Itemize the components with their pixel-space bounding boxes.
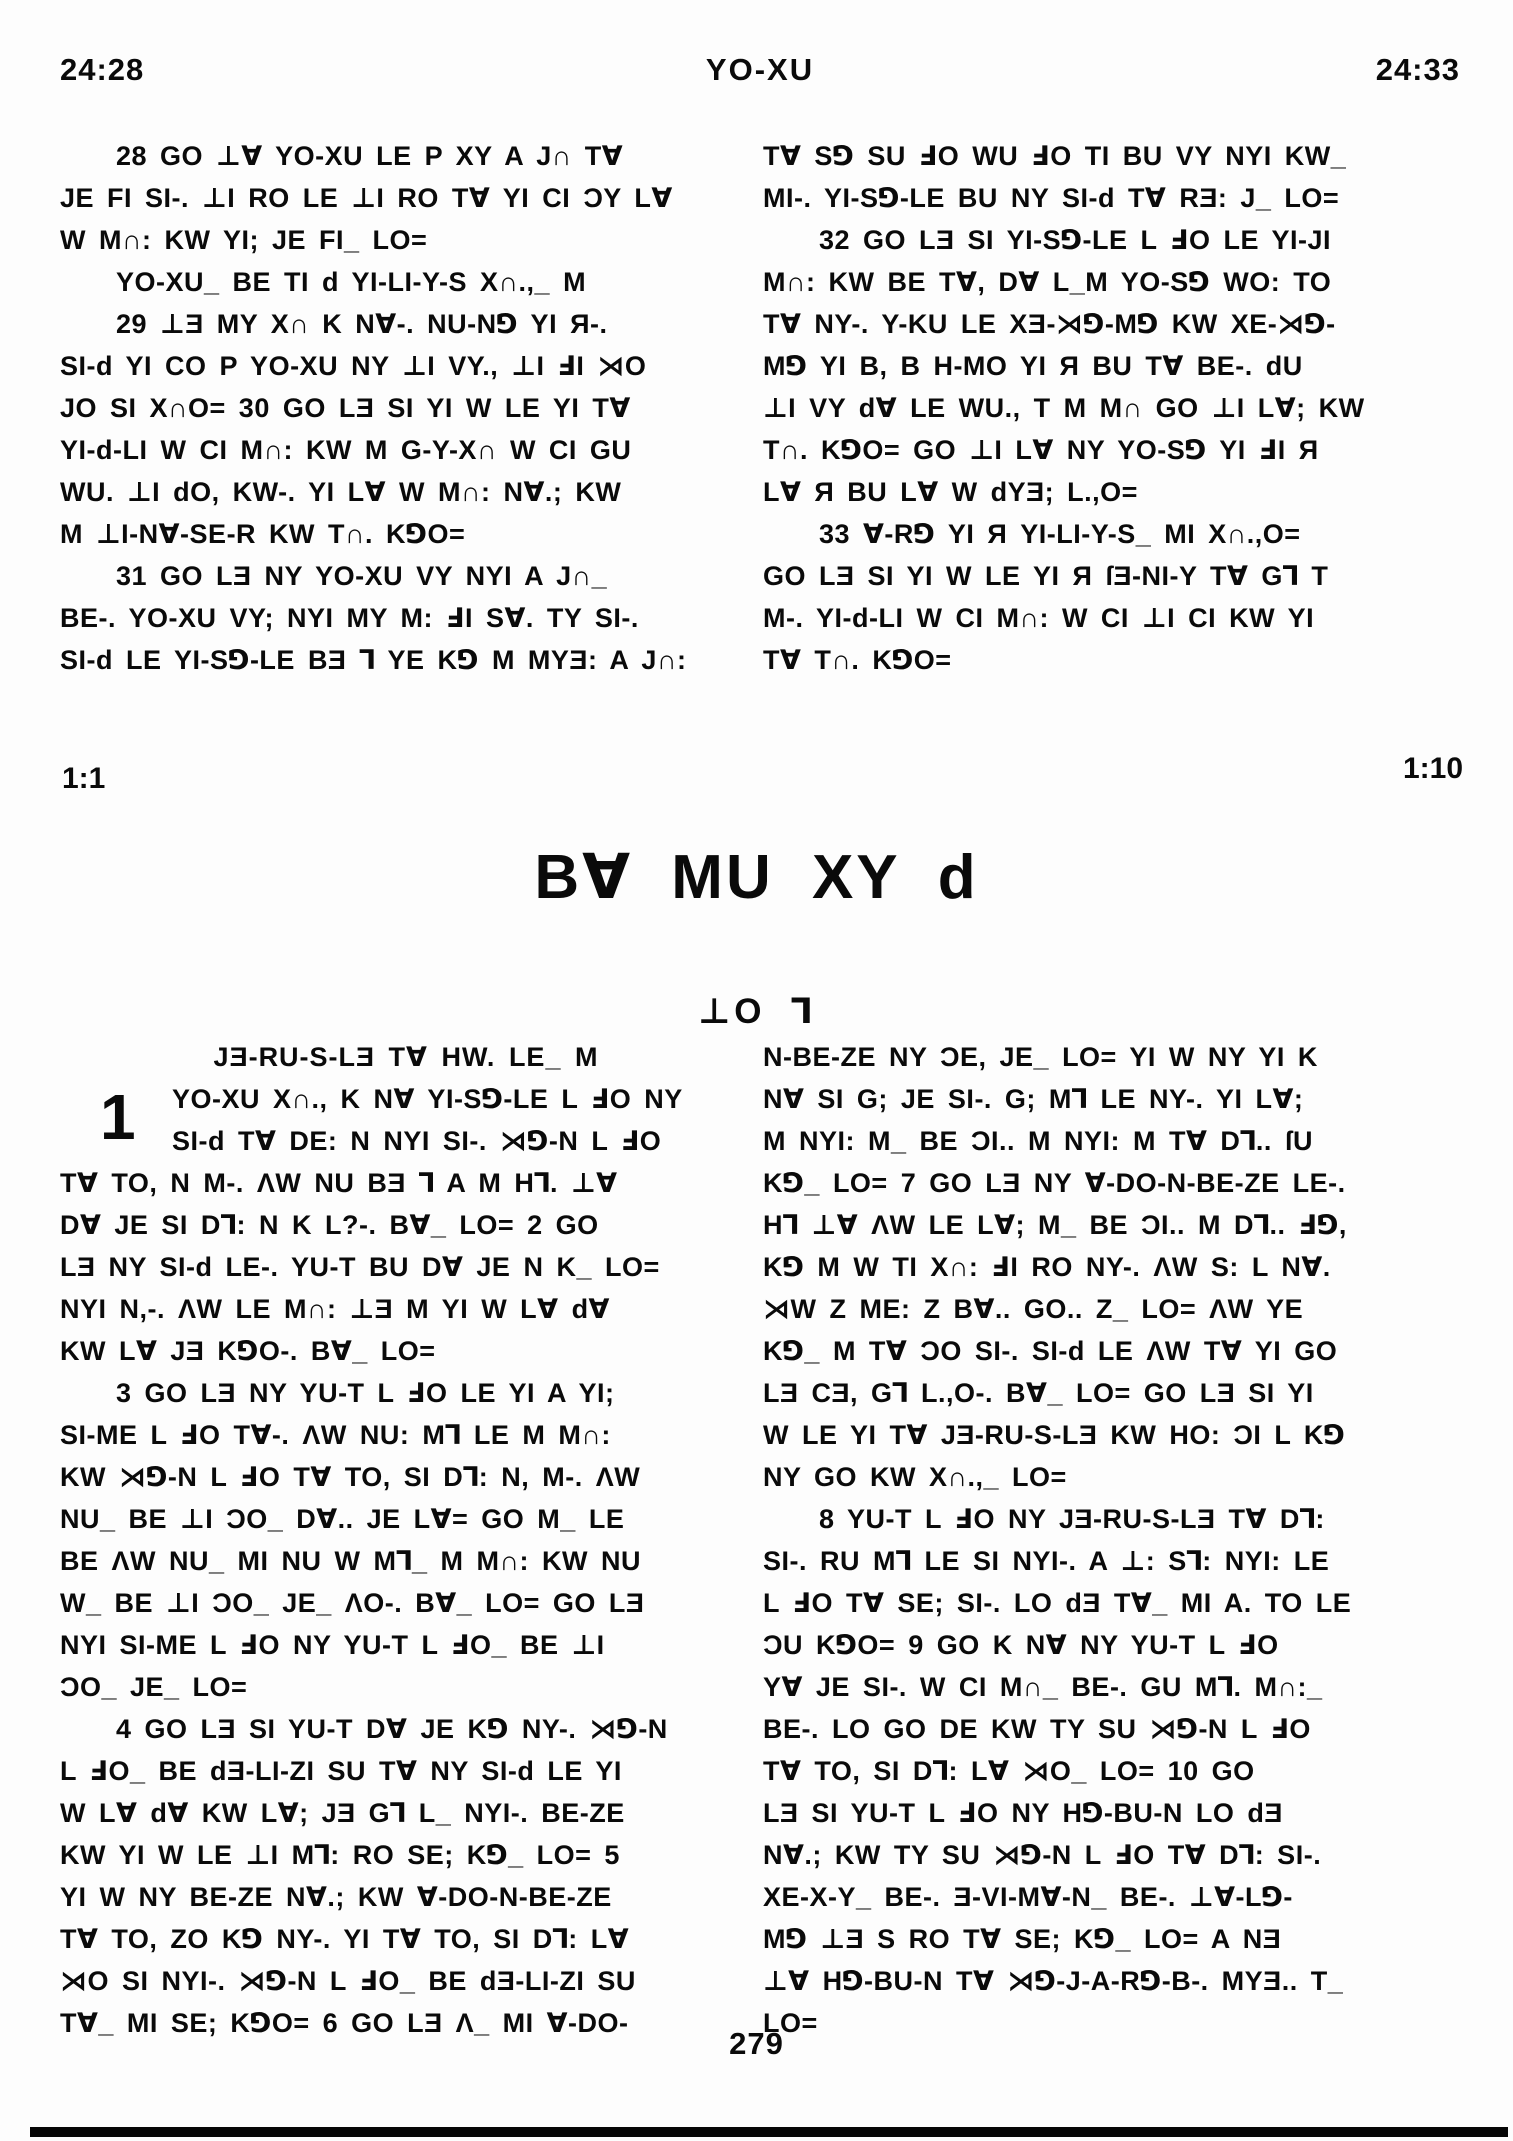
text-line: 33 ∀-R⅁ YI Я YI-LI-Y-S_ MI X∩.,O= (819, 519, 1301, 549)
text-line: 29 ⊥Ǝ MY X∩ K N∀-. NU-N⅁ YI Я-. (116, 309, 608, 339)
text-line: JE FI SI-. ⊥I RO LE ⊥I RO T∀ YI CI ƆY L∀ (60, 183, 673, 213)
text-line: BE-. YO-XU VY; NYI MY M: ℲI S∀. TY SI-. (60, 603, 639, 633)
text-line: N-BE-ZE NY ƆE, JE_ LO= YI W NY YI K (763, 1042, 1318, 1072)
section2-right-column (763, 1036, 1483, 2044)
text-line: LƎ CƎ, G⅂ L.,O-. B∀_ LO= GO LƎ SI YI (763, 1378, 1314, 1408)
text-line: W_ BE ⊥I ƆO_ JE_ ΛO-. B∀_ LO= GO LƎ (60, 1588, 645, 1618)
text-line: XE-X-Y_ BE-. Ǝ-VI-M∀-N_ BE-. ⊥∀-L⅁- (763, 1882, 1293, 1912)
text-line: H⅂ ⊥∀ ΛW LE L∀; M_ BE ƆI.. M D⅂.. Ⅎ⅁, (763, 1210, 1347, 1240)
text-line: T∀_ MI SE; K⅁O= 6 GO LƎ Λ_ MI ∀-DO- (60, 2008, 629, 2038)
chapter-end-ref: 1:10 (1402, 752, 1463, 785)
text-line: K⅁_ M T∀ ƆO SI-. SI-d LE ΛW T∀ YI GO (763, 1336, 1338, 1366)
text-line: YI W NY BE-ZE N∀.; KW ∀-DO-N-BE-ZE (60, 1882, 612, 1912)
text-line: GO LƎ SI YI W LE YI Я ſƎ-NI-Y T∀ G⅂ T (763, 561, 1329, 591)
section2-left-column (60, 1036, 752, 2044)
text-line: L ℲO T∀ SE; SI-. LO dƎ T∀_ MI A. TO LE (763, 1588, 1352, 1618)
page-number: 279 (729, 2026, 784, 2061)
text-line: D∀ JE SI D⅂: N K L?-. B∀_ LO= 2 GO (60, 1210, 599, 1240)
text-line: M ⊥I-N∀-SE-R KW T∩. K⅁O= (60, 519, 466, 549)
text-line: ƆO_ JE_ LO= (60, 1672, 248, 1702)
text-line: L∀ Я BU L∀ W dYƎ; L.,O= (763, 477, 1138, 507)
text-line: KW YI W LE ⊥I M⅂: RO SE; K⅁_ LO= 5 (60, 1840, 620, 1870)
section2-left-lines (60, 1078, 752, 2044)
text-line: 31 GO LƎ NY YO-XU VY NYI A J∩_ (116, 561, 608, 591)
text-line: ⊥∀ H⅁-BU-N T∀ ⋊⅁-J-A-R⅁-B-. MYƎ.. T_ (763, 1966, 1344, 1996)
text-line: SI-d LE YI-S⅁-LE BƎ ⅂ YE K⅁ M MYƎ: A J∩: (60, 645, 687, 675)
text-line: L ℲO_ BE dƎ-LI-ZI SU T∀ NY SI-d LE YI (60, 1756, 622, 1786)
text-line: T∀ T∩. K⅁O= (763, 645, 952, 675)
text-line: SI-. RU M⅂ LE SI NYI-. A ⊥: S⅂: NYI: LE (763, 1546, 1330, 1576)
text-line: NU_ BE ⊥I ƆO_ D∀.. JE L∀= GO M_ LE (60, 1504, 625, 1534)
text-line: NY GO KW X∩.,_ LO= (763, 1462, 1067, 1492)
text-line: NYI SI-ME L ℲO NY YU-T L ℲO_ BE ⊥I (60, 1630, 605, 1660)
text-line: WU. ⊥I dO, KW-. YI L∀ W M∩: N∀.; KW (60, 477, 622, 507)
text-line: T∀ TO, N M-. ΛW NU BƎ ⅂ A M H⅂. ⊥∀ (60, 1168, 618, 1198)
page-header (60, 52, 1460, 92)
text-line: T∀ NY-. Y-KU LE XƎ-⋊⅁-M⅁ KW XE-⋊⅁- (763, 309, 1336, 339)
header-running-title: YO-XU (705, 52, 815, 87)
text-line: LƎ NY SI-d LE-. YU-T BU D∀ JE N K_ LO= (60, 1252, 660, 1282)
text-line: JO SI X∩O= 30 GO LƎ SI YI W LE YI T∀ (60, 393, 631, 423)
text-line: BE ΛW NU_ MI NU W M⅂_ M M∩: KW NU (60, 1546, 642, 1576)
text-line: NYI N,-. ΛW LE M∩: ⊥Ǝ M YI W L∀ d∀ (60, 1294, 610, 1324)
text-line: K⅁_ LO= 7 GO LƎ NY ∀-DO-N-BE-ZE LE-. (763, 1168, 1346, 1198)
text-line: YO-XU X∩., K N∀ YI-S⅁-LE L ℲO NY (172, 1084, 683, 1114)
scan-edge-bar (30, 2127, 1508, 2137)
text-line: BE-. LO GO DE KW TY SU ⋊⅁-N L ℲO (763, 1714, 1311, 1744)
text-line: T∀ TO, ZO K⅁ NY-. YI T∀ TO, SI D⅂: L∀ (60, 1924, 630, 1954)
text-line: Y∀ JE SI-. W CI M∩_ BE-. GU M⅂. M∩:_ (763, 1672, 1323, 1702)
section1-left-column (60, 135, 752, 681)
text-line: N∀ SI G; JE SI-. G; M⅂ LE NY-. YI L∀; (763, 1084, 1304, 1114)
text-line: LO= (763, 2008, 818, 2038)
text-line: LƎ SI YU-T L ℲO NY H⅁-BU-N LO dƎ (763, 1798, 1283, 1828)
chapter-start-ref: 1:1 (62, 762, 106, 795)
text-line: W LE YI T∀ JƎ-RU-S-LƎ KW HO: ƆI L K⅁ (763, 1420, 1346, 1450)
text-line: ⋊W Z ME: Z B∀.. GO.. Z_ LO= ΛW YE (763, 1294, 1304, 1324)
text-line: M NYI: M_ BE ƆI.. M NYI: M T∀ D⅂.. ſU (763, 1126, 1313, 1156)
text-line: K⅁ M W TI X∩: ℲI RO NY-. ΛW S: L N∀. (763, 1252, 1331, 1282)
text-line: N∀.; KW TY SU ⋊⅁-N L ℲO T∀ D⅂: SI-. (763, 1840, 1322, 1870)
text-line: 8 YU-T L ℲO NY JƎ-RU-S-LƎ T∀ D⅂: (819, 1504, 1325, 1534)
text-line: M⅁ YI B, B H-MO YI Я BU T∀ BE-. dU (763, 351, 1303, 381)
text-line: 32 GO LƎ SI YI-S⅁-LE L ℲO LE YI-JI (819, 225, 1331, 255)
text-line: W M∩: KW YI; JE FI_ LO= (60, 225, 428, 255)
text-line: 3 GO LƎ NY YU-T L ℲO LE YI A YI; (116, 1378, 615, 1408)
book-subtitle: ⊥O ⅂ (698, 992, 815, 1031)
text-line: 4 GO LƎ SI YU-T D∀ JE K⅁ NY-. ⋊⅁-N (116, 1714, 668, 1744)
text-line: T∀ S⅁ SU ℲO WU ℲO TI BU VY NYI KW_ (763, 141, 1347, 171)
text-line: SI-d YI CO P YO-XU NY ⊥I VY., ⊥I ℲI ⋊O (60, 351, 647, 381)
text-line: SI-ME L ℲO T∀-. ΛW NU: M⅂ LE M M∩: (60, 1420, 611, 1450)
text-line: KW ⋊⅁-N L ℲO T∀ TO, SI D⅂: N, M-. ΛW (60, 1462, 641, 1492)
text-line: YO-XU_ BE TI d YI-LI-Y-S X∩.,_ M (116, 267, 587, 297)
text-line: SI-d T∀ DE: N NYI SI-. ⋊⅁-N L ℲO (172, 1126, 662, 1156)
text-line: ƆU K⅁O= 9 GO K N∀ NY YU-T L ℲO (763, 1630, 1279, 1660)
header-right-verse-ref: 24:33 (1375, 52, 1460, 87)
text-line: KW L∀ JƎ K⅁O-. B∀_ LO= (60, 1336, 436, 1366)
text-line: YI-d-LI W CI M∩: KW M G-Y-X∩ W CI GU (60, 435, 632, 465)
verse-one-dropcap: 1 (100, 1081, 137, 1153)
text-line: W L∀ d∀ KW L∀; JƎ G⅂ L_ NYI-. BE-ZE (60, 1798, 625, 1828)
book-title: B∀ MU XY d (534, 843, 979, 912)
text-line: M-. YI-d-LI W CI M∩: W CI ⊥I CI KW YI (763, 603, 1315, 633)
text-line: T∀ TO, SI D⅂: L∀ ⋊O_ LO= 10 GO (763, 1756, 1255, 1786)
header-left-verse-ref: 24:28 (60, 52, 145, 87)
text-line: M∩: KW BE T∀, D∀ L_M YO-S⅁ WO: TO (763, 267, 1332, 297)
text-line: T∩. K⅁O= GO ⊥I L∀ NY YO-S⅁ YI ℲI Я (763, 435, 1319, 465)
section1-right-column (763, 135, 1483, 681)
text-line: M⅁ ⊥Ǝ S RO T∀ SE; K⅁_ LO= A NƎ (763, 1924, 1282, 1954)
text-line: ⋊O SI NYI-. ⋊⅁-N L ℲO_ BE dƎ-LI-ZI SU (60, 1966, 636, 1996)
text-line: MI-. YI-S⅁-LE BU NY SI-d T∀ RƎ: J_ LO= (763, 183, 1340, 213)
section2-heading: JƎ-RU-S-LƎ T∀ HW. LE_ M (213, 1042, 599, 1072)
text-line: 28 GO ⊥∀ YO-XU LE P XY A J∩ T∀ (116, 141, 624, 171)
text-line: ⊥I VY d∀ LE WU., T M M∩ GO ⊥I L∀; KW (763, 393, 1365, 423)
